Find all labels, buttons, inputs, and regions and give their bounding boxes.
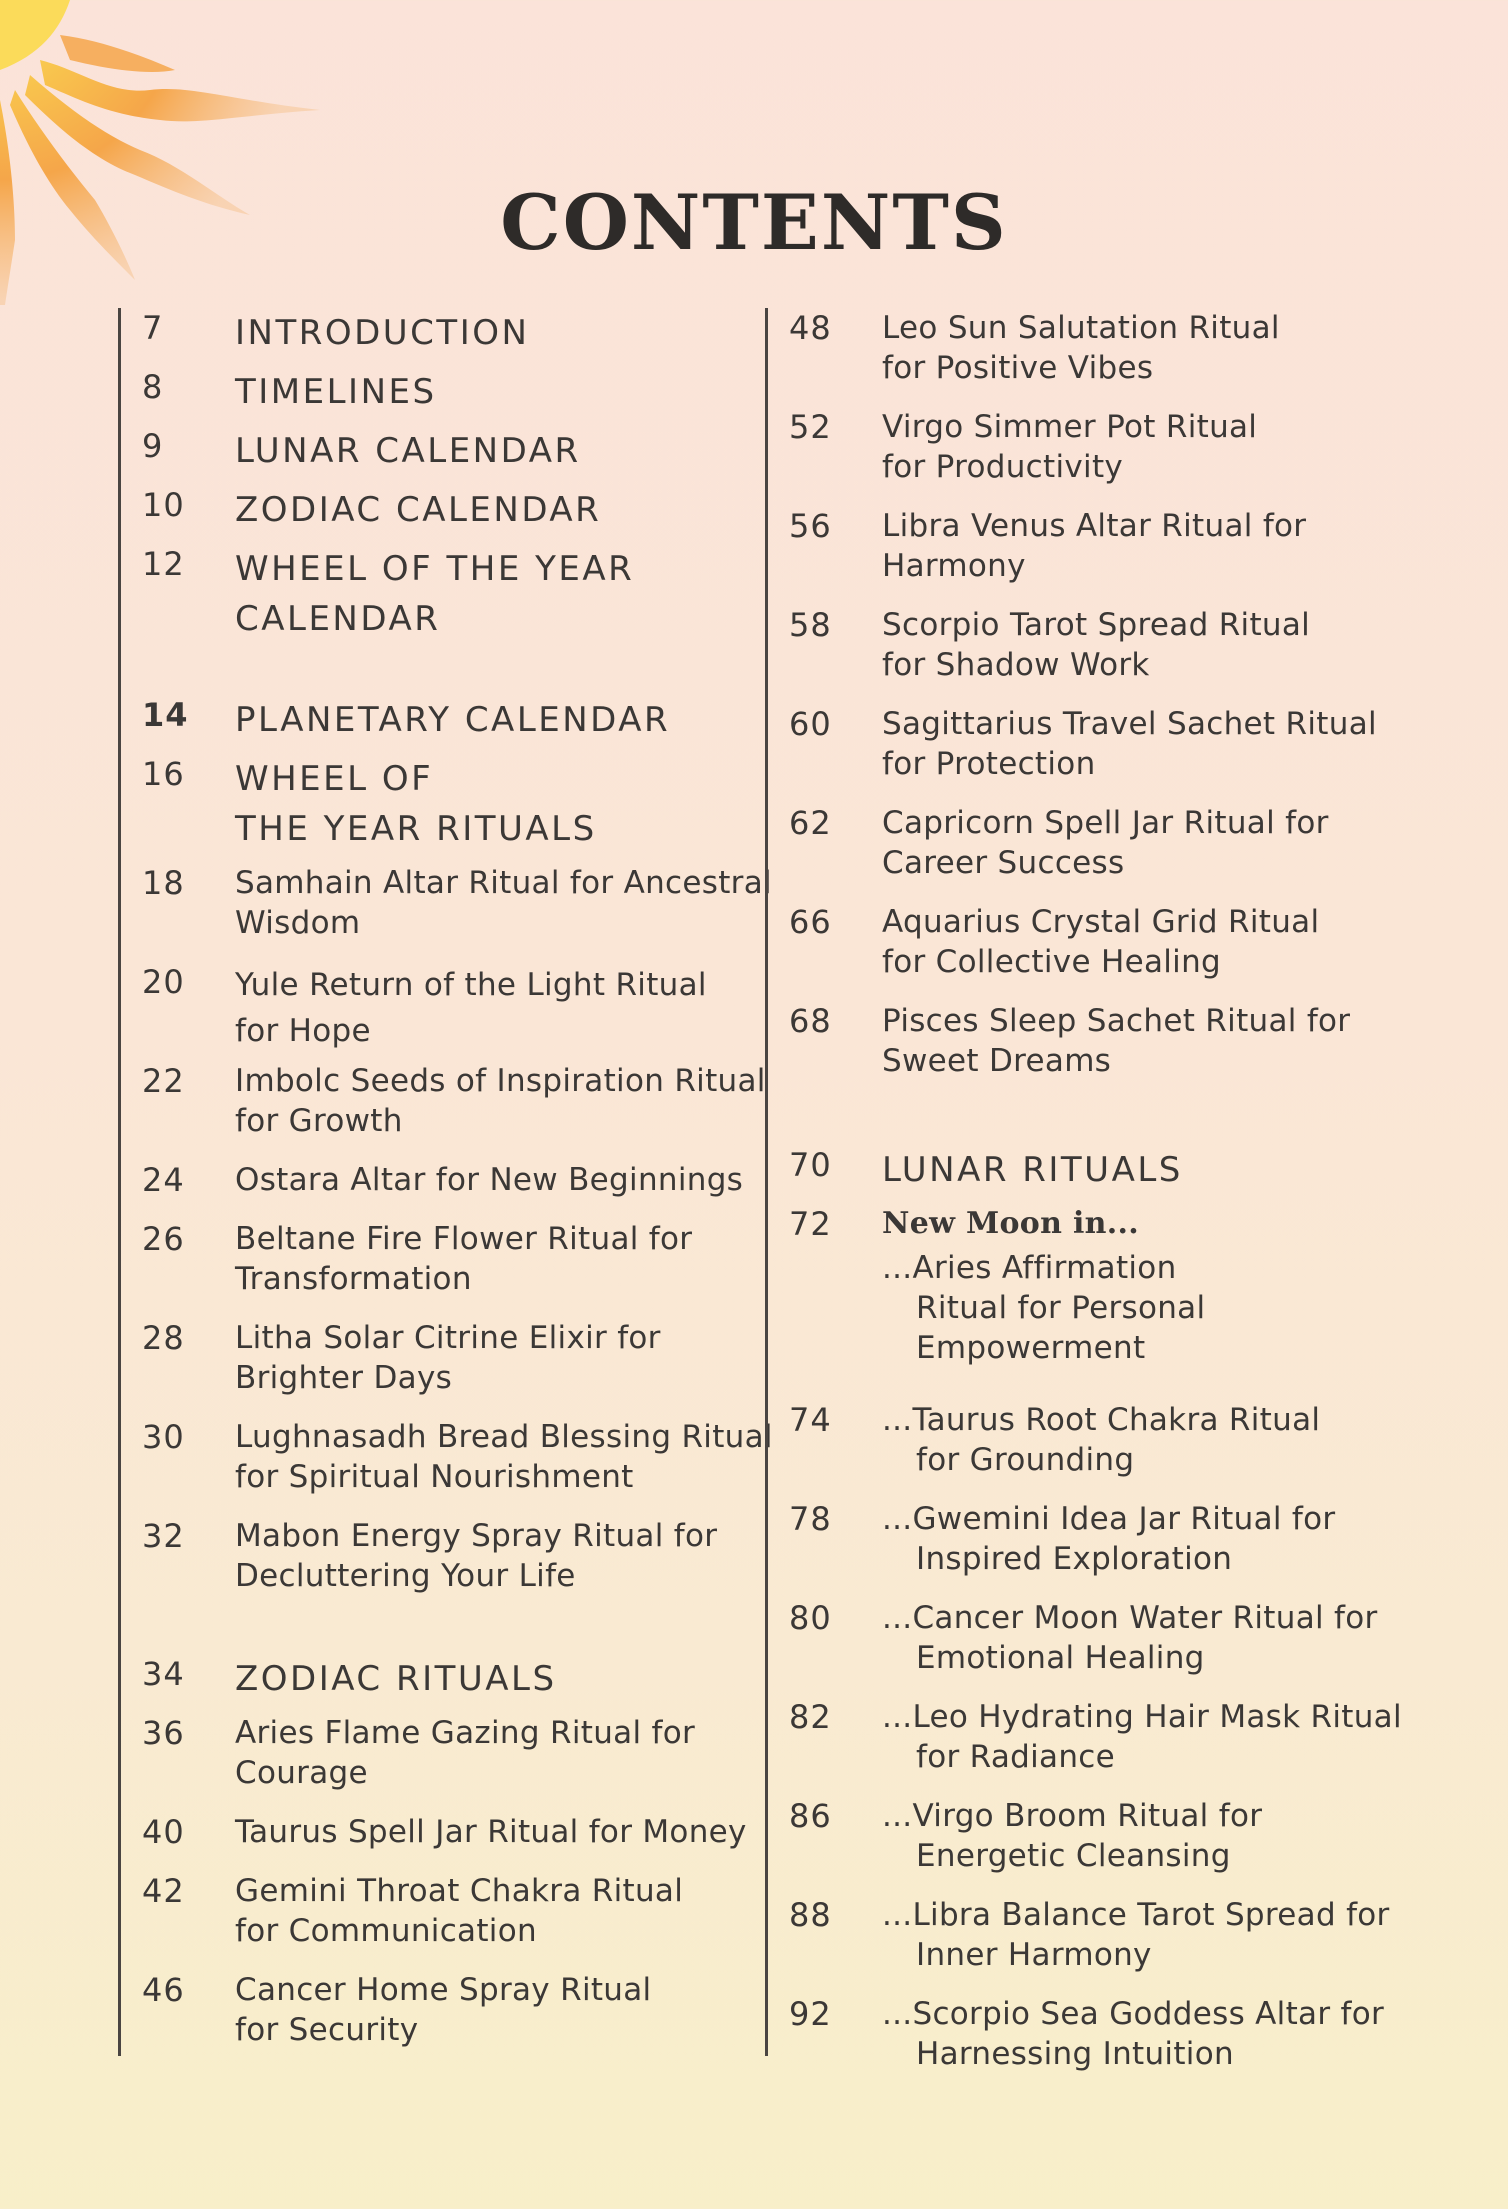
toc-entry-line: Gemini Throat Chakra Ritual bbox=[235, 1873, 684, 1909]
toc-entry-line: for Positive Vibes bbox=[882, 350, 1154, 386]
toc-entry-line: WHEEL OF bbox=[235, 759, 434, 799]
toc-entry-line: Inner Harmony bbox=[916, 1937, 1152, 1973]
toc-page-number: 56 bbox=[789, 507, 832, 545]
toc-entry-title bbox=[882, 1001, 1508, 1081]
toc-page-number: 20 bbox=[142, 963, 185, 1001]
toc-right-column bbox=[765, 308, 1428, 2072]
toc-page-number: 30 bbox=[142, 1418, 185, 1456]
toc-page-number: 28 bbox=[142, 1319, 185, 1357]
toc-entry-title bbox=[882, 308, 1508, 388]
toc-entry-line: Leo Sun Salutation Ritual bbox=[882, 310, 1280, 346]
toc-entry-line: for Communication bbox=[235, 1913, 537, 1949]
toc-entry-line: ...Gwemini Idea Jar Ritual for bbox=[882, 1501, 1336, 1537]
toc-entry-line: for Productivity bbox=[882, 449, 1124, 485]
toc-entry-line: Mabon Energy Spray Ritual for bbox=[235, 1518, 718, 1554]
toc-entry-line: New Moon in... bbox=[882, 1206, 1140, 1241]
toc-entry-line: TIMELINES bbox=[235, 372, 437, 412]
toc-entry-line: ...Taurus Root Chakra Ritual bbox=[882, 1402, 1321, 1438]
toc-entry-line: Ritual for Personal bbox=[916, 1290, 1206, 1326]
toc-page-number: 34 bbox=[142, 1655, 185, 1693]
toc-section-heading bbox=[882, 1145, 1508, 1195]
toc-entry-line: Samhain Altar Ritual for Ancestral bbox=[235, 865, 772, 901]
toc-entry-title bbox=[882, 902, 1508, 982]
toc-entry-title bbox=[882, 803, 1508, 883]
toc-entry-line: for Hope bbox=[235, 1013, 371, 1049]
toc-page-number: 70 bbox=[789, 1146, 832, 1184]
toc-page-number: 52 bbox=[789, 408, 832, 446]
toc-entry-line: ...Aries Affirmation bbox=[882, 1250, 1177, 1286]
toc-entry-line: ...Cancer Moon Water Ritual for bbox=[882, 1600, 1378, 1636]
toc-page-number: 78 bbox=[789, 1500, 832, 1538]
toc-entry-line: Emotional Healing bbox=[916, 1640, 1205, 1676]
toc-entry-line: for Security bbox=[235, 2012, 419, 2048]
toc-entry-line: Courage bbox=[235, 1755, 368, 1791]
toc-entry-title bbox=[882, 506, 1508, 586]
toc-page-number: 16 bbox=[142, 755, 185, 793]
toc-entry-line: Taurus Spell Jar Ritual for Money bbox=[235, 1814, 747, 1850]
toc-page-number: 72 bbox=[789, 1205, 832, 1243]
toc-page-number: 40 bbox=[142, 1813, 185, 1851]
toc-entry-line: Ostara Altar for New Beginnings bbox=[235, 1162, 744, 1198]
toc-entry-line: Capricorn Spell Jar Ritual for bbox=[882, 805, 1329, 841]
toc-entry-line: for Radiance bbox=[916, 1739, 1115, 1775]
toc-entry-title bbox=[882, 1796, 1508, 1876]
toc-entry-line: ...Virgo Broom Ritual for bbox=[882, 1798, 1263, 1834]
toc-page-number: 58 bbox=[789, 606, 832, 644]
toc-page-number: 88 bbox=[789, 1896, 832, 1934]
toc-entry-title bbox=[882, 1697, 1508, 1777]
toc-entry-title bbox=[882, 407, 1508, 487]
toc-entry-line: Aquarius Crystal Grid Ritual bbox=[882, 904, 1320, 940]
toc-entry-line: INTRODUCTION bbox=[235, 313, 530, 353]
toc-entry-line: for Shadow Work bbox=[882, 647, 1150, 683]
toc-entry-line: Brighter Days bbox=[235, 1360, 453, 1396]
toc-entry-line: CALENDAR bbox=[235, 599, 441, 639]
toc-entry-title bbox=[882, 1994, 1508, 2074]
toc-entry-line: Lughnasadh Bread Blessing Ritual bbox=[235, 1419, 773, 1455]
toc-entry-title bbox=[882, 1248, 1508, 1368]
toc-entry-line: Decluttering Your Life bbox=[235, 1558, 576, 1594]
toc-page-number: 26 bbox=[142, 1220, 185, 1258]
toc-page-number: 74 bbox=[789, 1401, 832, 1439]
toc-page-number: 92 bbox=[789, 1995, 832, 2033]
toc-entry-title bbox=[882, 1598, 1508, 1678]
toc-left-column bbox=[118, 308, 773, 2056]
toc-page-number: 46 bbox=[142, 1971, 185, 2009]
toc-entry-line: LUNAR RITUALS bbox=[882, 1150, 1183, 1190]
toc-page-number: 14 bbox=[142, 696, 189, 734]
toc-page-number: 7 bbox=[142, 309, 164, 347]
toc-entry-line: for Spiritual Nourishment bbox=[235, 1459, 634, 1495]
toc-page-number: 8 bbox=[142, 368, 164, 406]
toc-entry-line: Beltane Fire Flower Ritual for bbox=[235, 1221, 693, 1257]
toc-page-number: 10 bbox=[142, 486, 185, 524]
toc-entry-line: for Protection bbox=[882, 746, 1096, 782]
toc-entry-line: Inspired Exploration bbox=[916, 1541, 1233, 1577]
toc-page-number: 22 bbox=[142, 1062, 185, 1100]
toc-entry-line: Cancer Home Spray Ritual bbox=[235, 1972, 652, 2008]
toc-entry-line: Libra Venus Altar Ritual for bbox=[882, 508, 1307, 544]
toc-entry-line: Harmony bbox=[882, 548, 1026, 584]
toc-entry-line: Litha Solar Citrine Elixir for bbox=[235, 1320, 661, 1356]
toc-entry-title bbox=[882, 605, 1508, 685]
toc-page-number: 60 bbox=[789, 705, 832, 743]
toc-entry-line: Career Success bbox=[882, 845, 1125, 881]
toc-page-number: 62 bbox=[789, 804, 832, 842]
toc-page-number: 66 bbox=[789, 903, 832, 941]
toc-entry-line: Pisces Sleep Sachet Ritual for bbox=[882, 1003, 1351, 1039]
toc-page-number: 36 bbox=[142, 1714, 185, 1752]
toc-page-number: 24 bbox=[142, 1161, 185, 1199]
toc-entry-line: THE YEAR RITUALS bbox=[235, 809, 597, 849]
toc-entry-line: Aries Flame Gazing Ritual for bbox=[235, 1715, 696, 1751]
toc-page-number: 48 bbox=[789, 309, 832, 347]
toc-entry-line: Wisdom bbox=[235, 905, 361, 941]
toc-entry-line: ...Scorpio Sea Goddess Altar for bbox=[882, 1996, 1385, 2032]
toc-entry-line: PLANETARY CALENDAR bbox=[235, 700, 671, 740]
toc-page-number: 18 bbox=[142, 864, 185, 902]
toc-page-number: 32 bbox=[142, 1517, 185, 1555]
toc-entry-title bbox=[882, 1204, 1508, 1244]
toc-entry-title bbox=[882, 1499, 1508, 1579]
toc-entry-line: Imbolc Seeds of Inspiration Ritual bbox=[235, 1063, 766, 1099]
toc-entry-line: ...Libra Balance Tarot Spread for bbox=[882, 1897, 1390, 1933]
toc-entry-line: Sagittarius Travel Sachet Ritual bbox=[882, 706, 1377, 742]
toc-page-number: 68 bbox=[789, 1002, 832, 1040]
toc-page-number: 12 bbox=[142, 545, 185, 583]
toc-entry-line: Empowerment bbox=[916, 1330, 1146, 1366]
toc-entry-line: Virgo Simmer Pot Ritual bbox=[882, 409, 1258, 445]
toc-entry-line: Harnessing Intuition bbox=[916, 2036, 1234, 2072]
toc-entry-line: Sweet Dreams bbox=[882, 1043, 1112, 1079]
toc-entry-line: ...Leo Hydrating Hair Mask Ritual bbox=[882, 1699, 1402, 1735]
toc-entry-line: LUNAR CALENDAR bbox=[235, 431, 581, 471]
toc-page-number: 80 bbox=[789, 1599, 832, 1637]
toc-entry-line: for Growth bbox=[235, 1103, 403, 1139]
toc-page-number: 9 bbox=[142, 427, 164, 465]
toc-entry-line: for Grounding bbox=[916, 1442, 1135, 1478]
toc-entry-line: ZODIAC CALENDAR bbox=[235, 490, 602, 530]
toc-page-number: 86 bbox=[789, 1797, 832, 1835]
toc-page-number: 42 bbox=[142, 1872, 185, 1910]
toc-entry-line: Transformation bbox=[235, 1261, 472, 1297]
toc-entry-title bbox=[882, 1895, 1508, 1975]
toc-entry-line: Energetic Cleansing bbox=[916, 1838, 1231, 1874]
toc-entry-line: Yule Return of the Light Ritual bbox=[235, 967, 707, 1003]
toc-entry-line: Scorpio Tarot Spread Ritual bbox=[882, 607, 1311, 643]
toc-entry-line: ZODIAC RITUALS bbox=[235, 1659, 557, 1699]
toc-entry-line: for Collective Healing bbox=[882, 944, 1222, 980]
toc-entry-title bbox=[882, 1400, 1508, 1480]
toc-page-number: 82 bbox=[789, 1698, 832, 1736]
page-title: CONTENTS bbox=[500, 178, 1008, 267]
toc-entry-title bbox=[882, 704, 1508, 784]
toc-entry-line: WHEEL OF THE YEAR bbox=[235, 549, 635, 589]
